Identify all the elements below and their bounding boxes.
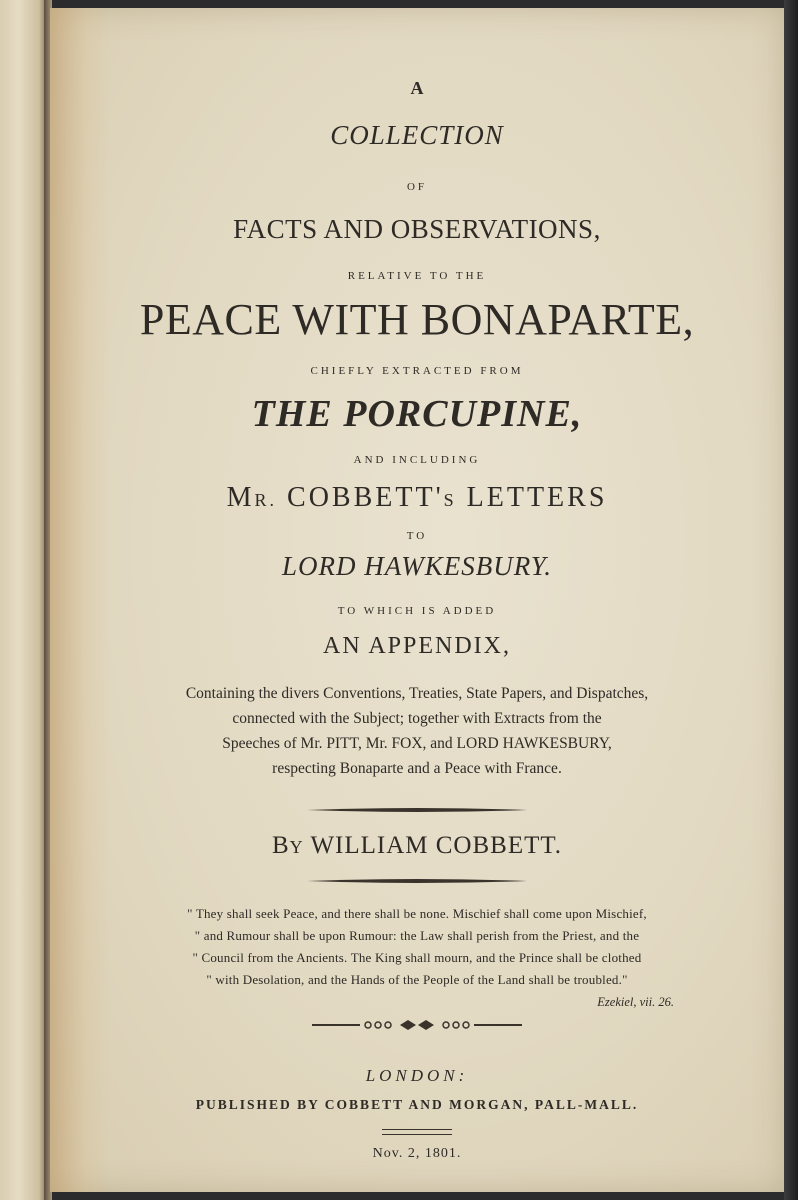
epigraph-line: " They shall seek Peace, and there shall be none. Mischief shall come upon Mischief, (187, 906, 647, 921)
imprint-double-rule (382, 1129, 452, 1135)
ornament-flourish (312, 1018, 522, 1032)
letters-name: COBBETT' (277, 482, 444, 513)
facing-page-edge (0, 0, 46, 1200)
body-line: respecting Bonaparte and a Peace with France. (272, 760, 562, 777)
letters-m: M (226, 482, 255, 513)
title-article: A (410, 78, 424, 98)
letters-r: R. (254, 490, 278, 510)
epigraph-line: " Council from the Ancients. The King shall mourn, and the Prince shall be clothed (192, 950, 642, 965)
title-of: OF (406, 181, 428, 193)
epigraph-line: " and Rumour shall be upon Rumour: the Law shall perish from the Priest, and the (194, 928, 640, 943)
imprint-date: Nov. 2, 1801. (372, 1146, 462, 1161)
byline-y: Y (289, 837, 304, 857)
title-letters (50, 482, 784, 514)
title-added: TO WHICH IS ADDED (337, 605, 497, 617)
title-lord: LORD HAWKESBURY. (281, 551, 553, 581)
ornamental-rule-top (307, 807, 527, 813)
title-facts: FACTS AND OBSERVATIONS, (233, 214, 601, 244)
title-appendix: AN APPENDIX, (322, 633, 511, 659)
epigraph-citation: Ezekiel, vii. 26. (597, 995, 674, 1009)
title-peace: PEACE WITH BONAPARTE, (139, 295, 695, 344)
title-porcupine: THE PORCUPINE, (251, 393, 583, 435)
title-chiefly: CHIEFLY EXTRACTED FROM (310, 365, 524, 377)
title-relative: RELATIVE TO THE (347, 270, 487, 282)
title-collection: COLLECTION (330, 120, 504, 150)
title-including: AND INCLUDING (353, 454, 481, 466)
body-line: Containing the divers Conventions, Treaties, State Papers, and Dispatches, (185, 685, 649, 702)
byline-b: B (271, 832, 290, 859)
imprint-publisher: PUBLISHED BY COBBETT AND MORGAN, PALL-MALL. (195, 1097, 639, 1112)
letters-s: S (443, 490, 457, 510)
letters-tail: LETTERS (456, 482, 608, 513)
title-to: TO (406, 530, 428, 542)
body-line: Speeches of Mr. PITT, Mr. FOX, and LORD HAWKESBURY, (222, 735, 612, 752)
byline-name: WILLIAM COBBETT. (303, 832, 563, 859)
ornamental-rule-bottom (307, 878, 527, 884)
author-byline (50, 832, 784, 860)
body-line: connected with the Subject; together with Extracts from the (232, 710, 602, 727)
epigraph-line: " with Desolation, and the Hands of the People of the Land shall be troubled." (206, 972, 628, 987)
title-page-content (50, 0, 784, 1200)
book-cover-edge (784, 0, 798, 1200)
imprint-city: LONDON: (365, 1066, 469, 1085)
